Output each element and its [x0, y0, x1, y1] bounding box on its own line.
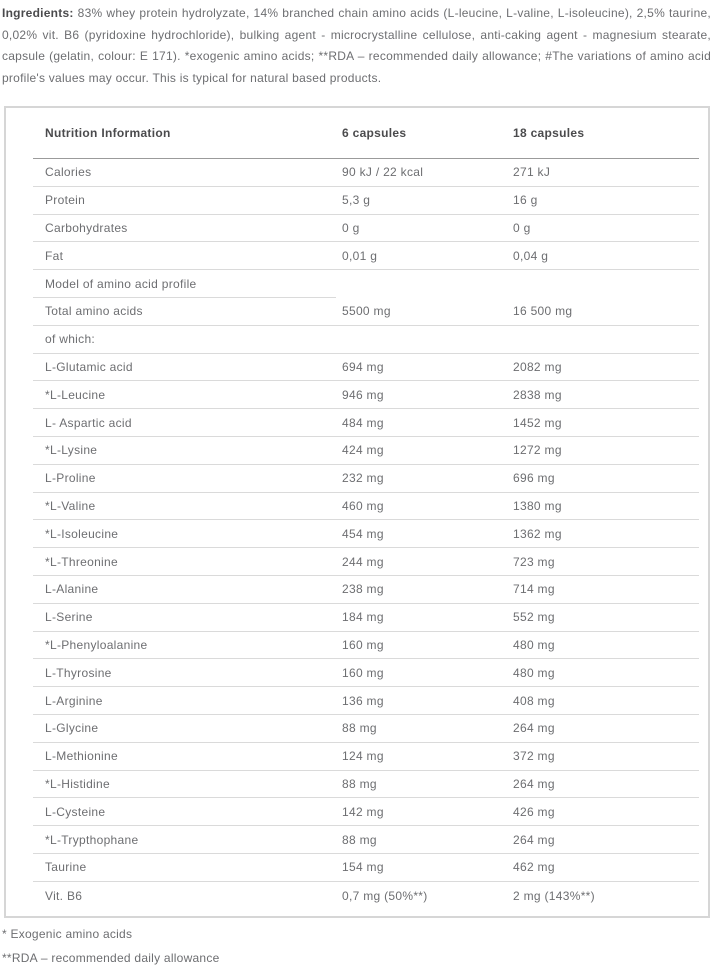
table-row: [33, 159, 699, 187]
row-value-18-capsules: 552 mg: [513, 610, 555, 625]
table-row: [33, 465, 699, 493]
row-value-18-capsules: 16 g: [513, 193, 538, 208]
row-value-6-capsules: 88 mg: [342, 721, 377, 736]
column-header-6-capsules: 6 capsules: [342, 126, 407, 140]
row-value-18-capsules: 1452 mg: [513, 415, 562, 430]
row-label: of which:: [45, 332, 96, 347]
table-body: [33, 159, 699, 910]
row-label: *L-Histidine: [45, 776, 110, 791]
row-label: L-Proline: [45, 471, 96, 486]
row-value-18-capsules: 271 kJ: [513, 165, 551, 180]
column-header-18-capsules: 18 capsules: [513, 126, 585, 140]
table-row: [33, 381, 699, 409]
row-value-18-capsules: 426 mg: [513, 804, 555, 819]
row-value-6-capsules: 5,3 g: [342, 193, 371, 208]
row-label: Model of amino acid profile: [45, 276, 197, 291]
table-row: [33, 548, 699, 576]
row-value-18-capsules: 264 mg: [513, 776, 555, 791]
table-row: [33, 604, 699, 632]
table-row: [33, 215, 699, 243]
row-value-6-capsules: 694 mg: [342, 359, 384, 374]
row-label: Carbohydrates: [45, 220, 128, 235]
row-value-6-capsules: 244 mg: [342, 554, 384, 569]
row-value-6-capsules: 946 mg: [342, 387, 384, 402]
table-row: [33, 854, 699, 882]
table-row: [33, 270, 699, 298]
row-label: Vit. B6: [45, 888, 83, 903]
row-label: *L-Phenyloalanine: [45, 637, 148, 652]
row-value-6-capsules: 154 mg: [342, 860, 384, 875]
row-value-18-capsules: 723 mg: [513, 554, 555, 569]
row-value-18-capsules: 1380 mg: [513, 498, 562, 513]
row-label: L- Aspartic acid: [45, 415, 132, 430]
row-value-18-capsules: 372 mg: [513, 749, 555, 764]
row-value-6-capsules: 88 mg: [342, 832, 377, 847]
row-label: *L-Isoleucine: [45, 526, 119, 541]
row-label: Calories: [45, 165, 92, 180]
row-label: Fat: [45, 248, 64, 263]
row-label: *L-Threonine: [45, 554, 118, 569]
row-value-6-capsules: 136 mg: [342, 693, 384, 708]
row-label: *L-Lysine: [45, 443, 98, 458]
table-row: [33, 743, 699, 771]
table-row: [33, 882, 699, 910]
table-row: [33, 409, 699, 437]
ingredients-label: Ingredients:: [2, 6, 74, 20]
table-row: [33, 326, 699, 354]
row-value-18-capsules: 16 500 mg: [513, 304, 573, 319]
table-row: [33, 826, 699, 854]
table-row: [33, 242, 699, 270]
footnote-rda: **RDA – recommended daily allowance: [2, 950, 220, 965]
row-value-18-capsules: 408 mg: [513, 693, 555, 708]
row-value-18-capsules: 480 mg: [513, 637, 555, 652]
row-label: Total amino acids: [45, 304, 143, 319]
row-label: L-Cysteine: [45, 804, 106, 819]
ingredients-paragraph: [0, 0, 714, 89]
row-value-6-capsules: 484 mg: [342, 415, 384, 430]
row-value-6-capsules: 0,01 g: [342, 248, 378, 263]
row-label: L-Methionine: [45, 749, 118, 764]
table-row: [33, 576, 699, 604]
row-value-6-capsules: 460 mg: [342, 498, 384, 513]
row-value-6-capsules: 88 mg: [342, 776, 377, 791]
table-row: [33, 298, 699, 326]
row-value-6-capsules: 160 mg: [342, 637, 384, 652]
table-row: [33, 659, 699, 687]
row-value-6-capsules: 142 mg: [342, 804, 384, 819]
row-value-6-capsules: 0,7 mg (50%**): [342, 888, 428, 903]
row-value-6-capsules: 184 mg: [342, 610, 384, 625]
row-value-18-capsules: 0,04 g: [513, 248, 549, 263]
table-row: [33, 632, 699, 660]
row-label: Protein: [45, 193, 86, 208]
row-label: L-Arginine: [45, 693, 103, 708]
row-label: *L-Valine: [45, 498, 96, 513]
row-value-18-capsules: 480 mg: [513, 665, 555, 680]
row-value-6-capsules: 232 mg: [342, 471, 384, 486]
row-value-6-capsules: 5500 mg: [342, 304, 391, 319]
row-value-18-capsules: 264 mg: [513, 721, 555, 736]
table-row: [33, 771, 699, 799]
table-header-row: [33, 108, 699, 159]
row-value-6-capsules: 124 mg: [342, 749, 384, 764]
table-row: [33, 798, 699, 826]
row-value-18-capsules: 2838 mg: [513, 387, 562, 402]
table-row: [33, 687, 699, 715]
row-value-18-capsules: 2082 mg: [513, 359, 562, 374]
row-value-18-capsules: 462 mg: [513, 860, 555, 875]
row-value-18-capsules: 264 mg: [513, 832, 555, 847]
row-label: L-Thyrosine: [45, 665, 112, 680]
row-value-18-capsules: 696 mg: [513, 471, 555, 486]
row-value-18-capsules: 0 g: [513, 220, 531, 235]
row-label: L-Glycine: [45, 721, 99, 736]
row-value-6-capsules: 238 mg: [342, 582, 384, 597]
row-value-18-capsules: 2 mg (143%**): [513, 888, 595, 903]
row-label: Taurine: [45, 860, 87, 875]
ingredients-text: 83% whey protein hydrolyzate, 14% branched chain amino acids (L-leucine, L-valine, L-isoleucine), 2,5% taurine, 0,02% vit. B6 (pyridoxine hydrochloride), bulking agent - microcrystalline cellulose, anti-caking agent - magnesium stearate, capsule (gelatin, colour: E 171). *exogenic amino acids; **RDA – recommended daily allowance; #The variations of amino acid profile's values may occur. This is typical for natural based products.: [2, 6, 711, 85]
row-value-18-capsules: 1362 mg: [513, 526, 562, 541]
row-value-6-capsules: 0 g: [342, 220, 360, 235]
table-row: [33, 187, 699, 215]
row-label: L-Glutamic acid: [45, 359, 133, 374]
nutrition-table-card: [4, 106, 710, 918]
footnote-exogenic: * Exogenic amino acids: [2, 926, 133, 941]
row-value-6-capsules: 90 kJ / 22 kcal: [342, 165, 424, 180]
row-label: L-Serine: [45, 610, 93, 625]
row-value-6-capsules: 454 mg: [342, 526, 384, 541]
table-row: [33, 354, 699, 382]
row-value-18-capsules: 1272 mg: [513, 443, 562, 458]
row-label: *L-Trypthophane: [45, 832, 139, 847]
row-value-6-capsules: 424 mg: [342, 443, 384, 458]
column-header-nutrition-information: Nutrition Information: [45, 126, 171, 140]
table-row: [33, 437, 699, 465]
row-value-6-capsules: 160 mg: [342, 665, 384, 680]
footnotes: [2, 926, 714, 966]
row-value-18-capsules: 714 mg: [513, 582, 555, 597]
row-label: L-Alanine: [45, 582, 99, 597]
table-row: [33, 715, 699, 743]
row-label: *L-Leucine: [45, 387, 106, 402]
table-row: [33, 493, 699, 521]
table-row: [33, 520, 699, 548]
